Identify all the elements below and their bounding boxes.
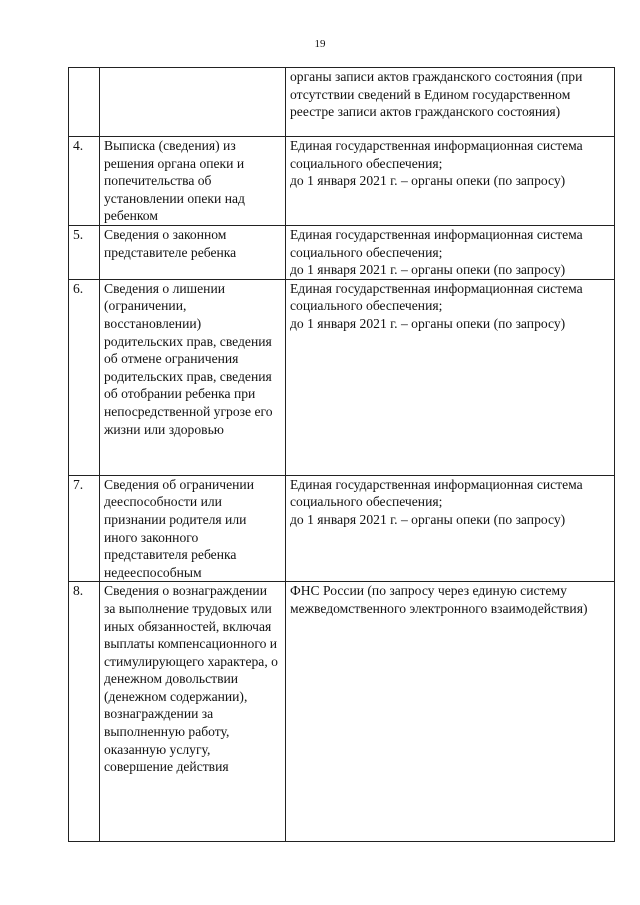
document-source: Единая государственная информационная система социального обеспечения; до 1 января 2021 г. – органы опеки (по запросу) <box>286 137 615 226</box>
document-source: органы записи актов гражданского состояния (при отсутствии сведений в Едином государственном реестре записи актов гражданского состояния) <box>286 68 615 137</box>
table-row <box>69 137 615 226</box>
document-source: Единая государственная информационная система социального обеспечения; до 1 января 2021 г. – органы опеки (по запросу) <box>286 225 615 279</box>
row-number: 6. <box>69 279 100 475</box>
table-row <box>69 225 615 279</box>
row-number: 5. <box>69 225 100 279</box>
document-name: Сведения о лишении (ограничении, восстановлении) родительских прав, сведения об отмене ограничения родительских прав, сведения об отобрании ребенка при непосредственной угрозе его жизни или здоровью <box>100 279 286 475</box>
table-row <box>69 68 615 137</box>
row-number: 4. <box>69 137 100 226</box>
document-source: ФНС России (по запросу через единую систему межведомственного электронного взаимодействия) <box>286 582 615 842</box>
table-row <box>69 582 615 842</box>
document-source: Единая государственная информационная система социального обеспечения; до 1 января 2021 г. – органы опеки (по запросу) <box>286 475 615 582</box>
documents-table <box>68 67 615 842</box>
document-name: Сведения об ограничении дееспособности или признании родителя или иного законного представителя ребенка недееспособным <box>100 475 286 582</box>
document-name: Сведения о вознаграждении за выполнение трудовых или иных обязанностей, включая выплаты компенсационного и стимулирующего характера, о денежном довольствии (денежном содержании), вознаграждении за выполненную работу, оказанную услугу, совершение действия <box>100 582 286 842</box>
row-number: 7. <box>69 475 100 582</box>
document-name: Сведения о законном представителе ребенка <box>100 225 286 279</box>
table-row <box>69 475 615 582</box>
row-number: 8. <box>69 582 100 842</box>
document-source: Единая государственная информационная система социального обеспечения; до 1 января 2021 г. – органы опеки (по запросу) <box>286 279 615 475</box>
document-name: Выписка (сведения) из решения органа опеки и попечительства об установлении опеки над ребенком <box>100 137 286 226</box>
table-row <box>69 279 615 475</box>
row-number <box>69 68 100 137</box>
page-number: 19 <box>314 38 326 50</box>
document-name <box>100 68 286 137</box>
